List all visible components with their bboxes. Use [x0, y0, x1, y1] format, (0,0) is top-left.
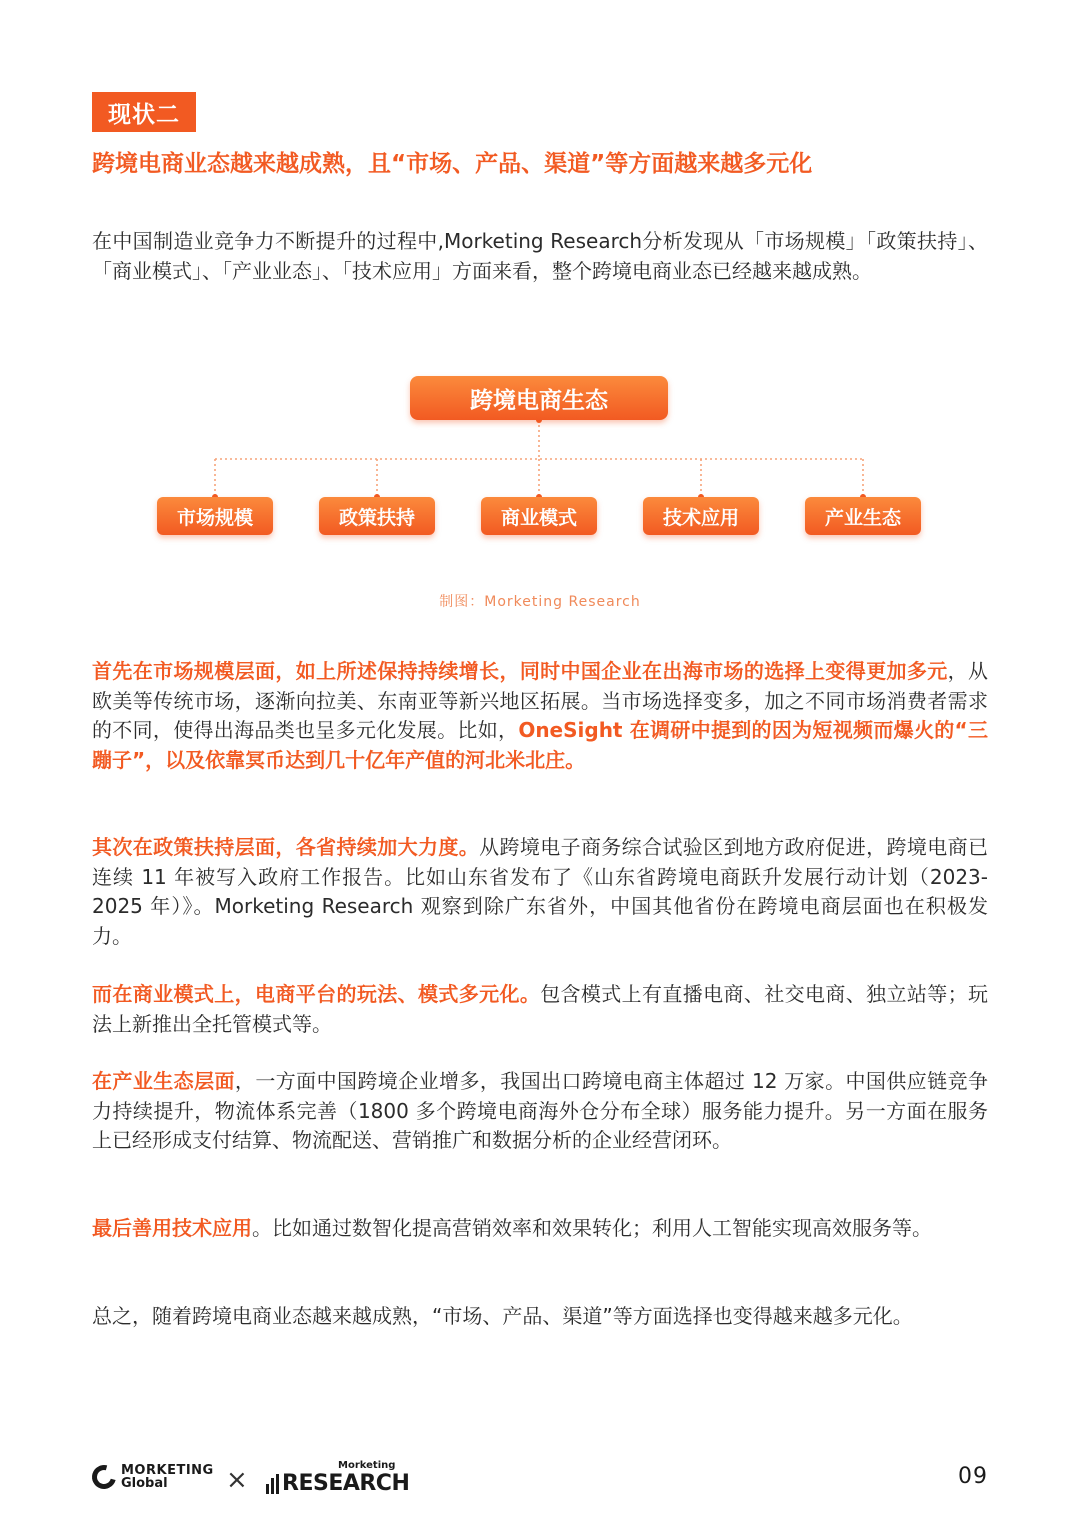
paragraph-highlight: 首先在市场规模层面，如上所述保持持续增长，同时中国企业在出海市场的选择上变得更加多元: [92, 659, 948, 683]
diagram-node-market-scale: 市场规模: [157, 497, 273, 535]
diagram-root-node: 跨境电商生态: [410, 376, 668, 420]
paragraph-highlight: 而在商业模式上，电商平台的玩法、模式多元化。: [92, 982, 541, 1006]
paragraph-business-model: [92, 980, 988, 1039]
morketing-c-icon: [88, 1461, 121, 1494]
paragraph-text: 。比如通过数智化提高营销效率和效果转化；利用人工智能实现高效服务等。: [252, 1216, 932, 1240]
paragraph-text: 从跨境电子商务综合试验区到地方政府促进，跨境电商已连续 11 年被写入政府工作报告。比如山东省发布了《山东省跨境电商跃升发展行动计划（2023-2025 年）》。Morketing Research 观察到除广东省外，中国其他省份在跨境电商层面也在积极发力。: [92, 835, 989, 948]
paragraph-market-scale: [92, 657, 988, 775]
logo-text-line2: Global: [121, 1476, 168, 1491]
bar-chart-icon: [266, 1474, 280, 1494]
page-number: 09: [958, 1464, 988, 1489]
logo-text-line1: MORKETING: [121, 1463, 214, 1478]
logo-research-big: RESEARCH: [282, 1471, 410, 1496]
paragraph-text: 总之，随着跨境电商业态越来越成熟，“市场、产品、渠道”等方面选择也变得越来越多元化。: [92, 1304, 913, 1328]
diagram-caption: 制图：Morketing Research: [439, 594, 641, 610]
diagram-node-tech-application: 技术应用: [643, 497, 759, 535]
paragraph-highlight: 其次在政策扶持层面，各省持续加大力度。: [92, 835, 480, 859]
morketing-global-logo: [92, 1464, 214, 1490]
diagram-node-industry-ecology: 产业生态: [805, 497, 921, 535]
paragraph-conclusion: [92, 1302, 988, 1332]
paragraph-industry-ecology: [92, 1067, 988, 1156]
page-footer: [0, 1456, 1080, 1506]
paragraph-text: ，从欧美等传统市场，逐渐向拉美、东南亚等新兴地区拓展。当市场选择变多，加之不同市场消费者需求的不同，使得出海品类也呈多元化发展。比如，: [92, 659, 989, 742]
cross-icon: ×: [226, 1465, 248, 1495]
section-tag: 现状二: [92, 92, 196, 132]
diagram-node-policy-support: 政策扶持: [319, 497, 435, 535]
diagram-node-business-model: 商业模式: [481, 497, 597, 535]
paragraph-text: 包含模式上有直播电商、社交电商、独立站等；玩法上新推出全托管模式等。: [92, 982, 989, 1036]
paragraph-tech-application: [92, 1214, 988, 1244]
paragraph-highlight: 最后善用技术应用: [92, 1216, 252, 1240]
section-heading: 跨境电商业态越来越成熟，且“市场、产品、渠道”等方面越来越多元化: [92, 151, 813, 177]
paragraph-highlight: 在产业生态层面: [92, 1069, 235, 1093]
paragraph-highlight: OneSight 在调研中提到的因为短视频而爆火的“三蹦子”，以及依靠冥币达到几十亿年产值的河北米北庄。: [92, 718, 989, 772]
paragraph-policy-support: [92, 833, 988, 951]
paragraph-text: ，一方面中国跨境企业增多，我国出口跨境电商主体超过 12 万家。中国供应链竞争力持续提升，物流体系完善（1800 多个跨境电商海外仓分布全球）服务能力提升。另一方面在服务上已经形成支付结算、物流配送、营销推广和数据分析的企业经营闭环。: [92, 1069, 988, 1152]
ecosystem-diagram: [0, 370, 1080, 550]
logo-research-small: Morketing: [338, 1460, 396, 1471]
intro-paragraph: 在中国制造业竞争力不断提升的过程中,Morketing Research分析发现从「市场规模」「政策扶持」、「商业模式」、「产业业态」、「技术应用」方面来看，整个跨境电商业态已经越来越成熟。: [92, 229, 988, 283]
